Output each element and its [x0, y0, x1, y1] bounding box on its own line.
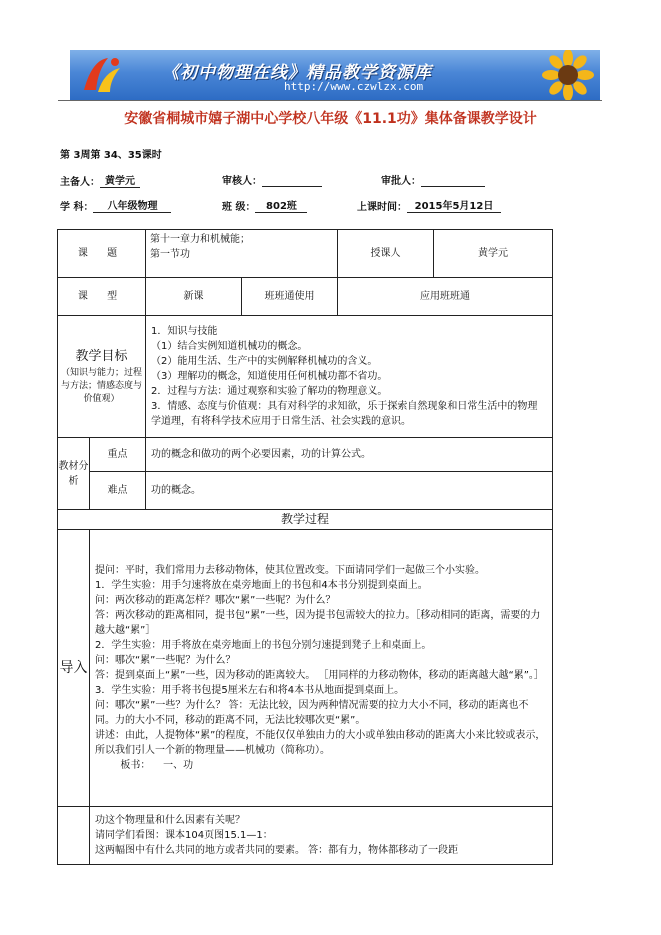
intro-line: 问：哪次“累”一些？为什么？ 答：无法比较，因为两种情况需要的拉力大小不同，移动的距离也不同。力的大小不同，移动的距离不同，无法比较哪次更“累”。	[95, 700, 529, 726]
reviewer	[222, 172, 322, 187]
goal-item: （3）理解功的概念，知道使用任何机械功都不省功。	[151, 371, 388, 382]
class	[222, 197, 307, 213]
goal-sub: （知识与能力；过程与方法；情感态度与价值观）	[60, 368, 142, 404]
lesson-plan-table	[57, 229, 553, 865]
approver-value	[421, 175, 485, 187]
goal-item: 3．情感、态度与价值观：具有对科学的求知欲，乐于探索自然现象和日常生活中的物理学道理，有将科学技术应用于日常生活、社会实践的意识。	[151, 401, 538, 427]
banner-url: http://www.czwlzx.com	[284, 80, 424, 93]
next-label	[58, 807, 90, 865]
intro-line: 问：两次移动的距离怎样？哪次“累”一些呢？为什么？	[95, 595, 336, 606]
subject	[60, 197, 171, 213]
next-content	[90, 807, 553, 865]
intro-line: 2．学生实验：用手将放在桌旁地面上的书包分别匀速提到凳子上和桌面上。	[95, 640, 432, 651]
goal-item: 2．过程与方法：通过观察和实验了解功的物理意义。	[151, 386, 388, 397]
topic-value: 第十一章力和机械能； 第一节功	[146, 230, 338, 278]
goal-item: （2）能用生活、生产中的实例解释机械功的含义。	[151, 356, 378, 367]
diff-label: 难点	[90, 472, 146, 510]
class-use-value: 应用班班通	[338, 278, 553, 316]
goal-label-cell	[58, 316, 146, 438]
intro-content	[90, 530, 553, 807]
logo-icon	[78, 54, 124, 96]
class-date	[357, 197, 501, 213]
intro-label: 导入	[58, 530, 90, 807]
intro-line: 3．学生实验：用手将书包提5厘米左右和将4本书从地面提到桌面上。	[95, 685, 405, 696]
topic-label: 课 题	[58, 230, 146, 278]
next-line: 这两幅图中有什么共同的地方或者共同的要素。 答：都有力，物体都移动了一段距	[95, 845, 459, 856]
analysis-label: 教材分析	[58, 438, 90, 510]
class-use-label: 班班通使用	[242, 278, 338, 316]
type-value: 新课	[146, 278, 242, 316]
approver-label: 审批人：	[381, 176, 421, 187]
intro-line: 板书： 一、功	[95, 760, 194, 771]
subject-value: 八年级物理	[93, 197, 171, 213]
week-lesson: 第 3周第 34、35课时	[60, 150, 162, 161]
key-value: 功的概念和做功的两个必要因素，功的计算公式。	[146, 438, 553, 472]
goal-item: 1．知识与技能	[151, 326, 218, 337]
class-date-value: 2015年5月12日	[407, 197, 501, 213]
next-line: 功这个物理量和什么因素有关呢？	[95, 815, 245, 826]
class-date-label: 上课时间：	[357, 202, 407, 213]
subject-label: 学 科：	[60, 202, 94, 213]
header-banner	[70, 50, 600, 100]
chief-preparer-label: 主备人：	[60, 177, 100, 188]
intro-line: 讲述：由此，人提物体“累”的程度，不能仅仅单独由力的大小或单独由移动的距离大小来比较或表示，所以我们引人一个新的物理量——机械功（简称功）。	[95, 730, 546, 756]
goal-list	[146, 316, 553, 438]
banner-divider	[58, 100, 602, 101]
key-label: 重点	[90, 438, 146, 472]
intro-line: 1．学生实验：用手匀速将放在桌旁地面上的书包和4本书分别提到桌面上。	[95, 580, 428, 591]
teacher-value: 黄学元	[434, 230, 553, 278]
approver	[381, 172, 485, 187]
banner-brand: 《初中物理在线》精品教学资源库	[162, 63, 432, 83]
sunflower-icon	[538, 50, 596, 100]
diff-value: 功的概念。	[146, 472, 553, 510]
reviewer-label: 审核人：	[222, 176, 262, 187]
chief-preparer	[60, 172, 140, 188]
intro-line: 问：哪次“累”一些呢？为什么？	[95, 655, 236, 666]
intro-line: 提问：平时，我们常用力去移动物体，使其位置改变。下面请同学们一起做三个小实验。	[95, 565, 485, 576]
process-header: 教学过程	[58, 510, 553, 530]
intro-line: 答：两次移动的距离相同，提书包“累”一些，因为提书包需较大的拉力。［移动相同的距离，需要的力越大越“累”］	[95, 610, 541, 636]
goal-label: 教学目标	[75, 349, 128, 364]
class-label: 班 级：	[222, 202, 256, 213]
teacher-label: 授课人	[338, 230, 434, 278]
intro-line: 答：提到桌面上“累”一些，因为移动的距离较大。 ［用同样的力移动物体，移动的距离越大越“累”。］	[95, 670, 544, 681]
type-label: 课 型	[58, 278, 146, 316]
document-title: 安徽省桐城市嬉子湖中心学校八年级《11.1功》集体备课教学设计	[124, 111, 537, 127]
class-value: 802班	[255, 197, 307, 213]
reviewer-value	[262, 175, 322, 187]
chief-preparer-value: 黄学元	[100, 172, 140, 188]
next-line: 请同学们看图：课本104页图15.1—1：	[95, 830, 273, 841]
goal-item: （1）结合实例知道机械功的概念。	[151, 341, 308, 352]
